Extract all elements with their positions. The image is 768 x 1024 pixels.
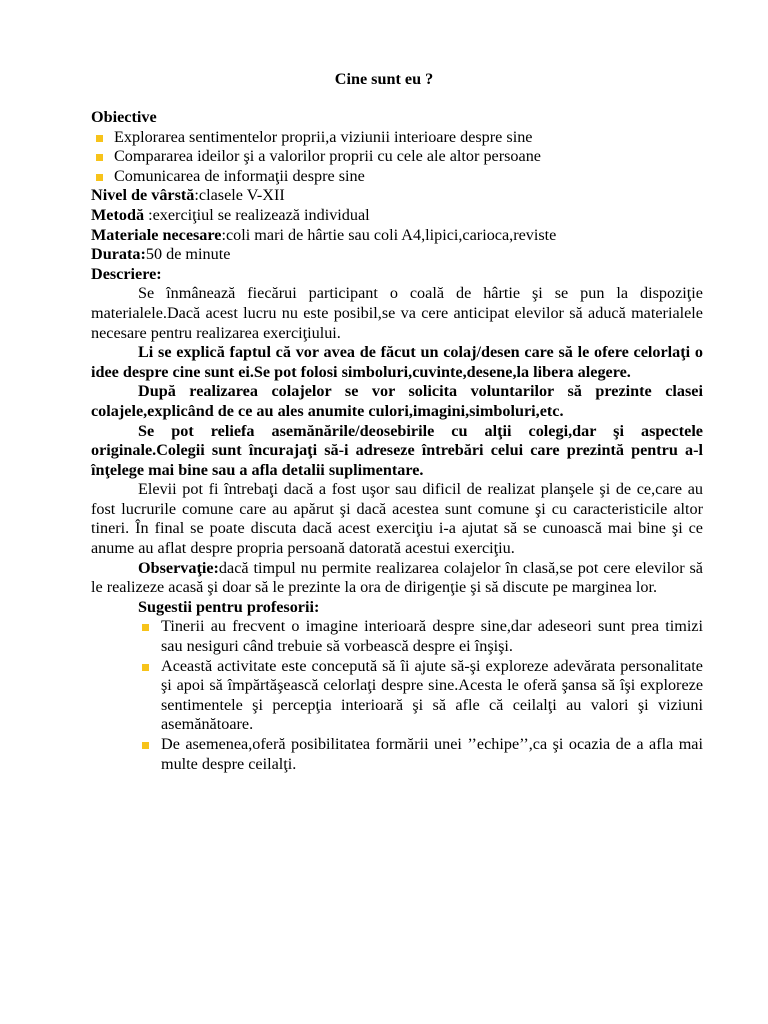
descriere-paragraph-4: Se pot reliefa asemănările/deosebirile cu alţii colegi,dar şi aspectele originale.Colegii sunt încurajaţi să-i adreseze întrebări celui care prezintă pentru a-l înţelege mai bine sau a afla detalii suplimentare. <box>91 421 703 479</box>
objective-item: Compararea ideilor şi a valorilor proprii cu cele ale altor persoane <box>91 147 703 167</box>
nivel-label: Nivel de vârstă <box>91 186 195 205</box>
square-bullet-icon <box>142 742 149 749</box>
durata-label: Durata: <box>91 245 146 264</box>
durata-line <box>91 245 703 265</box>
objective-heading: Obiective <box>91 108 157 126</box>
descriere-paragraph-5: Elevii pot fi întrebaţi dacă a fost uşor sau dificil de realizat planşele şi de ce,care au fost lucrurile comune care au apărut şi dacă acestea sunt comune şi cu caracteristicile altor tineri. În final se poate discuta dacă acest exerciţiu i-a ajutat să se cunoască mai bine şi ce anume au aflat despre propria persoană datorată acestui exerciţiu. <box>91 480 703 558</box>
objective-item: Comunicarea de informaţii despre sine <box>91 167 703 187</box>
square-bullet-icon <box>96 154 103 161</box>
metoda-label: Metodă <box>91 205 145 224</box>
nivel-line <box>91 186 703 206</box>
metoda-value: :exerciţiul se realizează individual <box>144 205 370 224</box>
observatie-label: Observaţie: <box>138 558 219 577</box>
square-bullet-icon <box>142 664 149 671</box>
sugestii-item: Tinerii au frecvent o imagine interioară despre sine,dar adeseori sunt prea timizi sau nesiguri când trebuie să vorbească despre ei înşişi. <box>91 617 703 656</box>
materiale-line <box>91 226 703 246</box>
descriere-paragraph-3: După realizarea colajelor se vor solicita voluntarilor să prezinte clasei colajele,explicând de ce au ales anumite culori,imagini,simboluri,etc. <box>91 382 703 420</box>
page-title: Cine sunt eu ? <box>334 70 434 88</box>
observatie-paragraph <box>91 559 703 598</box>
square-bullet-icon <box>142 624 149 631</box>
descriere-paragraph-2: Li se explică faptul că vor avea de făcut un colaj/desen care să le ofere celorlaţi o idee despre cine sunt ei.Se pot folosi simboluri,cuvinte,desene,la libera alegere. <box>91 343 703 381</box>
descriere-paragraph-1: Se înmânează fiecărui participant o coală de hârtie şi se pun la dispoziţie materialele.Dacă acest lucru nu este posibil,se va cere anticipat elevilor să aducă materialele necesare pentru realizarea exerciţiului. <box>91 284 703 342</box>
sugestii-item: Această activitate este concepută să îi ajute să-şi exploreze adevărata personalitate şi apoi să împărtăşească celorlaţi despre sine.Acesta le oferă şansa să îşi exploreze sentimentele şi percepţia interioară şi să afle că ceilalţi au valori şi viziuni asemănătoare. <box>91 657 703 735</box>
observatie-text: dacă timpul nu permite realizarea colajelor în clasă,se pot cere elevilor să le realizeze acasă şi doar să le prezinte la ora de dirigenţie şi să discute pe marginea lor. <box>91 558 703 597</box>
objective-item: Explorarea sentimentelor proprii,a viziunii interioare despre sine <box>91 128 703 148</box>
metoda-line <box>91 206 703 226</box>
document-body <box>91 108 703 774</box>
durata-value: 50 de minute <box>145 245 231 264</box>
square-bullet-icon <box>96 174 103 181</box>
materiale-label: Materiale necesare <box>91 225 222 244</box>
sugestii-item: De asemenea,oferă posibilitatea formării unei ’’echipe’’,ca şi ocazia de a afla mai multe despre ceilalţi. <box>91 735 703 774</box>
descriere-heading: Descriere: <box>91 264 162 283</box>
materiale-value: :coli mari de hârtie sau coli A4,lipici,carioca,reviste <box>221 225 557 244</box>
nivel-value: :clasele V-XII <box>194 186 285 205</box>
sugestii-heading: Sugestii pentru profesorii: <box>138 597 320 616</box>
square-bullet-icon <box>96 135 103 142</box>
